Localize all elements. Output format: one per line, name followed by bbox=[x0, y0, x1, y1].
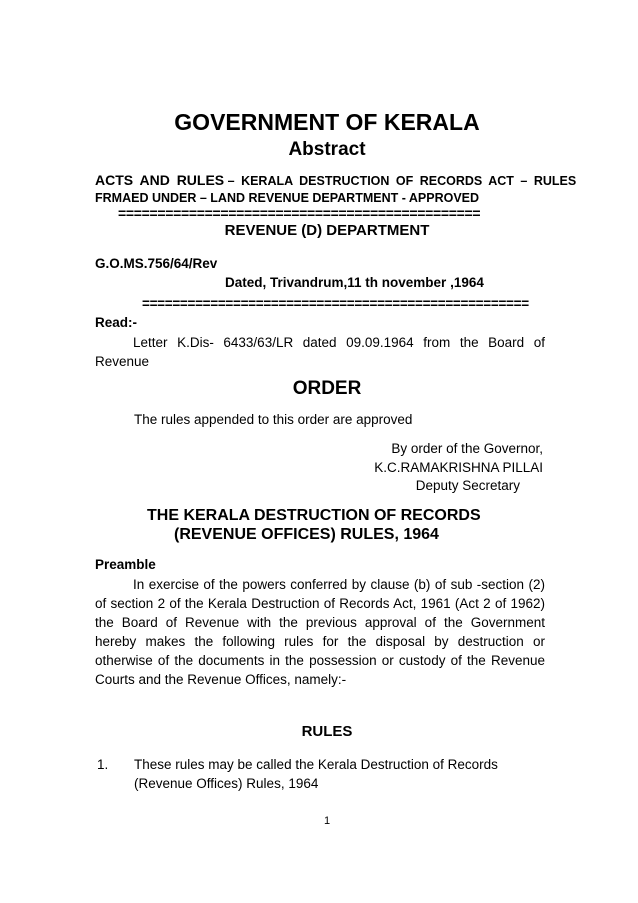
dated-line: Dated, Trivandrum,11 th november ,1964 bbox=[225, 275, 484, 290]
rule-1-line-1: These rules may be called the Kerala Destruction of Records bbox=[134, 757, 498, 772]
rule-1-line-2: (Revenue Offices) Rules, 1964 bbox=[134, 776, 319, 791]
rules-title-line-2: (REVENUE OFFICES) RULES, 1964 bbox=[174, 526, 439, 543]
separator-line-2: =================================================== bbox=[142, 296, 529, 311]
page-number: 1 bbox=[323, 815, 331, 827]
read-label: Read:- bbox=[95, 315, 138, 330]
rule-1-number: 1. bbox=[97, 757, 109, 772]
document-title: GOVERNMENT OF KERALA bbox=[174, 109, 480, 135]
subject-line-1 bbox=[95, 172, 577, 188]
signatory-name: K.C.RAMAKRISHNA PILLAI bbox=[374, 460, 543, 475]
by-order-line: By order of the Governor, bbox=[391, 441, 543, 456]
rules-title-line-1: THE KERALA DESTRUCTION OF RECORDS bbox=[147, 507, 481, 524]
document-subtitle: Abstract bbox=[288, 139, 366, 160]
order-text: The rules appended to this order are approved bbox=[134, 412, 413, 427]
department-heading: REVENUE (D) DEPARTMENT bbox=[224, 222, 430, 239]
separator-line-1: ============================================== bbox=[118, 205, 481, 221]
order-heading: ORDER bbox=[292, 378, 362, 399]
preamble-text: In exercise of the powers conferred by clause (b) of sub -section (2) of section 2 of the Kerala Destruction of Records Act, 1961 (Act 2 of 1962) the Board of Revenue with the previous approval of the Government hereby makes the following rules for the disposal by destruction or otherwise of the documents in the possession or custody of the Revenue Courts and the Revenue Offices, namely:- bbox=[95, 577, 545, 687]
signatory-designation: Deputy Secretary bbox=[415, 478, 520, 493]
subject-acts-and-rules: ACTS AND RULES bbox=[95, 172, 225, 188]
subject-line-2: FRMAED UNDER – LAND REVENUE DEPARTMENT - APPROVED bbox=[95, 191, 480, 205]
read-text: Letter K.Dis- 6433/63/LR dated 09.09.1964 from the Board of Revenue bbox=[95, 335, 545, 369]
preamble-label: Preamble bbox=[95, 557, 156, 572]
rules-heading: RULES bbox=[301, 723, 353, 740]
go-number: G.O.MS.756/64/Rev bbox=[95, 256, 218, 271]
subject-acts-title: – KERALA DESTRUCTION OF RECORDS ACT – RULES bbox=[227, 174, 577, 188]
